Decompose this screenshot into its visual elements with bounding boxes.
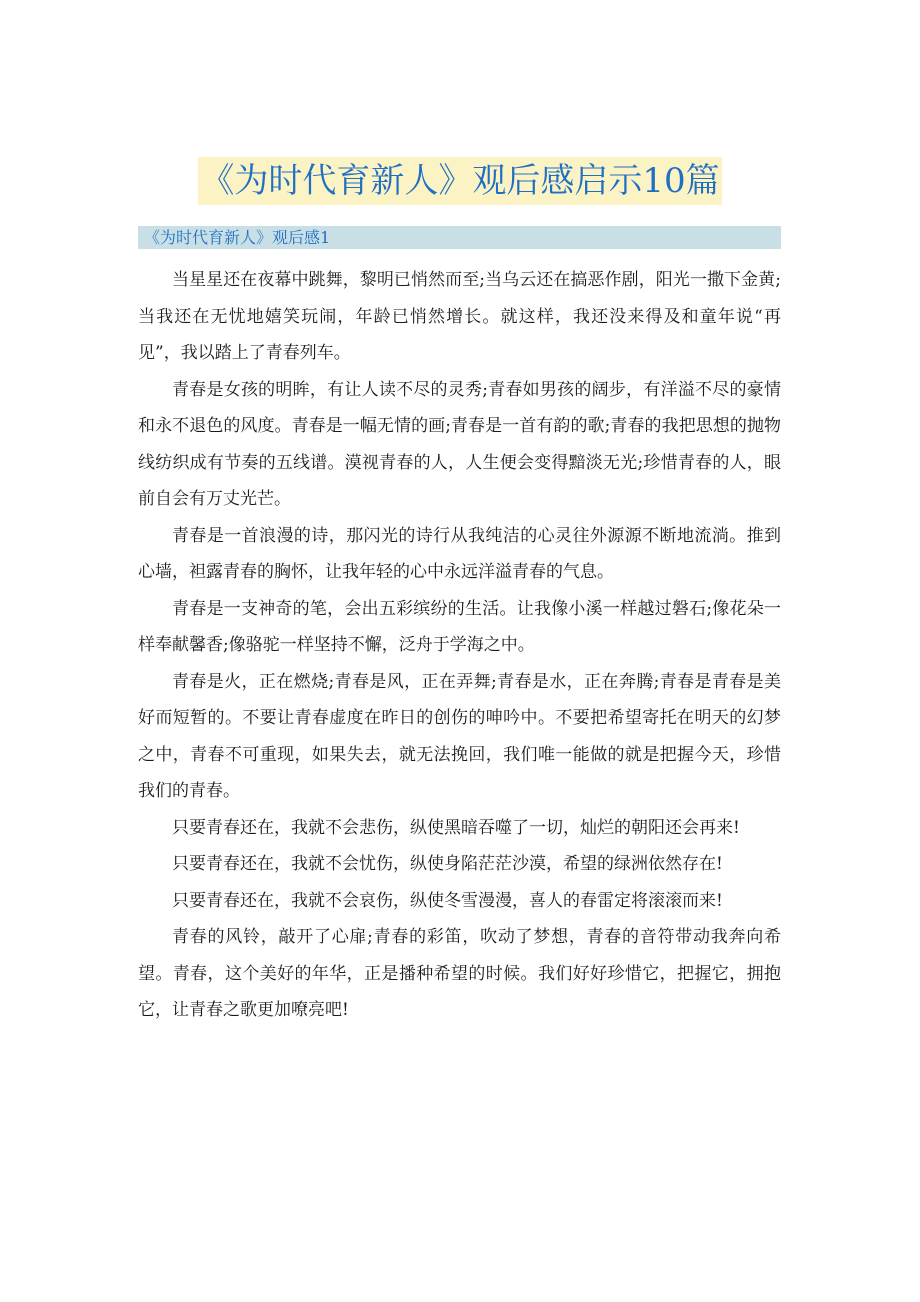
paragraph: 青春是火，正在燃烧;青春是风，正在弄舞;青春是水，正在奔腾;青春是青春是美好而短暂的。不要让青春虚度在昨日的创伤的呻吟中。不要把希望寄托在明天的幻梦之中，青春不可重现，如果失去，就无法挽回，我们唯一能做的就是把握今天，珍惜我们的青春。 <box>138 671 781 801</box>
paragraph: 青春是一首浪漫的诗，那闪光的诗行从我纯洁的心灵往外源源不断地流淌。推到心墙，袒露青春的胸怀，让我年轻的心中永远洋溢青春的气息。 <box>138 525 781 582</box>
paragraph: 青春是女孩的明眸，有让人读不尽的灵秀;青春如男孩的阔步，有洋溢不尽的豪情和永不退色的风度。青春是一幅无情的画;青春是一首有韵的歌;青春的我把思想的抛物线纺织成有节奏的五线谱。漠视青春的人，人生便会变得黯淡无光;珍惜青春的人，眼前自会有万丈光芒。 <box>138 379 781 509</box>
section-header-bar <box>138 226 781 249</box>
title-container <box>0 134 920 228</box>
paragraph: 当星星还在夜幕中跳舞，黎明已悄然而至;当乌云还在搞恶作剧，阳光一撒下金黄;当我还在无忧地嬉笑玩闹，年龄已悄然增长。就这样，我还没来得及和童年说“再见”，我以踏上了青春列车。 <box>138 270 781 363</box>
article-body <box>138 262 781 1029</box>
paragraph: 青春的风铃，敲开了心扉;青春的彩笛，吹动了梦想，青春的音符带动我奔向希望。青春，这个美好的年华，正是播种希望的时候。我们好好珍惜它，把握它，拥抱它，让青春之歌更加嘹亮吧! <box>138 927 781 1020</box>
paragraph: 青春是一支神奇的笔，会出五彩缤纷的生活。让我像小溪一样越过磐石;像花朵一样奉献馨香;像骆驼一样坚持不懈，泛舟于学海之中。 <box>138 598 781 655</box>
paragraph: 只要青春还在，我就不会哀伤，纵使冬雪漫漫，喜人的春雷定将滚滚而来! <box>172 890 723 911</box>
document-title: 《为时代育新人》观后感启示10篇 <box>198 157 721 205</box>
section-heading: 《为时代育新人》观后感1 <box>144 228 331 247</box>
paragraph: 只要青春还在，我就不会忧伤，纵使身陷茫茫沙漠，希望的绿洲依然存在! <box>172 854 723 874</box>
paragraph: 只要青春还在，我就不会悲伤，纵使黑暗吞噬了一切，灿烂的朝阳还会再来! <box>172 817 740 838</box>
